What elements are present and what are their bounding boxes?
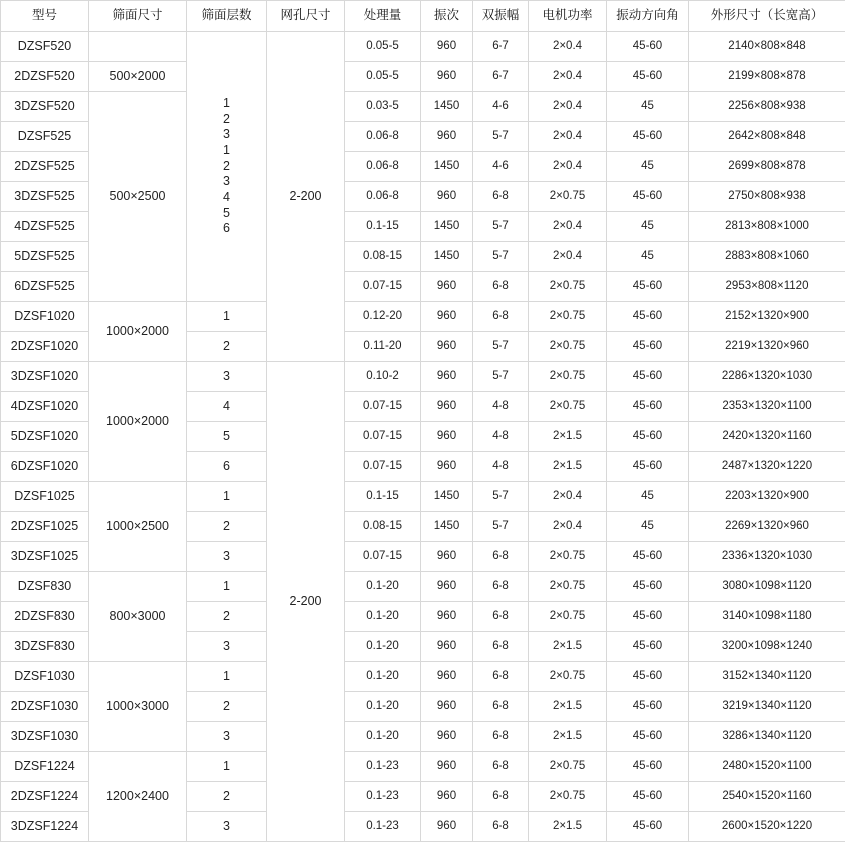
cell-motor-power: 2×0.75 — [529, 752, 607, 782]
cell-dimensions: 2487×1320×1220 — [689, 452, 845, 482]
cell-screen-layers: 3 — [187, 362, 267, 392]
cell-motor-power: 2×1.5 — [529, 452, 607, 482]
cell-screen-layers: 3 — [187, 812, 267, 842]
cell-motor-power: 2×1.5 — [529, 722, 607, 752]
cell-screen-layers: 5 — [187, 422, 267, 452]
cell-capacity: 0.03-5 — [345, 92, 421, 122]
header-frequency: 振次 — [421, 1, 473, 32]
cell-mesh-size: 2-200 — [267, 362, 345, 842]
cell-capacity: 0.08-15 — [345, 242, 421, 272]
cell-motor-power: 2×1.5 — [529, 422, 607, 452]
cell-vibration-angle: 45 — [607, 512, 689, 542]
cell-dimensions: 2269×1320×960 — [689, 512, 845, 542]
table-row — [1, 92, 845, 122]
cell-capacity: 0.07-15 — [345, 392, 421, 422]
cell-dimensions: 2699×808×878 — [689, 152, 845, 182]
cell-motor-power: 2×0.75 — [529, 392, 607, 422]
cell-frequency: 960 — [421, 32, 473, 62]
cell-frequency: 960 — [421, 362, 473, 392]
cell-vibration-angle: 45-60 — [607, 272, 689, 302]
cell-screen-layers: 6 — [187, 452, 267, 482]
cell-capacity: 0.06-8 — [345, 152, 421, 182]
cell-screen-size: 500×2500 — [89, 92, 187, 302]
cell-capacity: 0.07-15 — [345, 542, 421, 572]
cell-capacity: 0.1-20 — [345, 572, 421, 602]
cell-model: DZSF520 — [1, 32, 89, 62]
table-row — [1, 32, 845, 62]
cell-frequency: 960 — [421, 302, 473, 332]
header-double-amplitude: 双振幅 — [473, 1, 529, 32]
cell-frequency: 1450 — [421, 482, 473, 512]
cell-screen-layers: 2 — [187, 332, 267, 362]
cell-frequency: 960 — [421, 122, 473, 152]
cell-screen-layers: 3 — [187, 542, 267, 572]
cell-motor-power: 2×0.4 — [529, 482, 607, 512]
cell-dimensions: 2480×1520×1100 — [689, 752, 845, 782]
cell-model: 3DZSF525 — [1, 182, 89, 212]
cell-model: 2DZSF1025 — [1, 512, 89, 542]
cell-screen-size: 800×3000 — [89, 572, 187, 662]
cell-frequency: 960 — [421, 632, 473, 662]
cell-frequency: 960 — [421, 452, 473, 482]
cell-double-amplitude: 6-7 — [473, 32, 529, 62]
cell-screen-layers: 2 — [187, 512, 267, 542]
cell-double-amplitude: 4-6 — [473, 92, 529, 122]
cell-capacity: 0.1-20 — [345, 602, 421, 632]
cell-model: DZSF525 — [1, 122, 89, 152]
cell-double-amplitude: 6-8 — [473, 272, 529, 302]
cell-capacity: 0.1-15 — [345, 482, 421, 512]
cell-capacity: 0.08-15 — [345, 512, 421, 542]
cell-dimensions: 3152×1340×1120 — [689, 662, 845, 692]
cell-double-amplitude: 4-6 — [473, 152, 529, 182]
cell-double-amplitude: 5-7 — [473, 332, 529, 362]
cell-screen-size: 1000×2000 — [89, 302, 187, 362]
cell-motor-power: 2×0.75 — [529, 662, 607, 692]
cell-screen-size — [89, 32, 187, 62]
cell-dimensions: 2353×1320×1100 — [689, 392, 845, 422]
cell-double-amplitude: 6-8 — [473, 662, 529, 692]
cell-double-amplitude: 6-8 — [473, 692, 529, 722]
cell-capacity: 0.07-15 — [345, 422, 421, 452]
cell-motor-power: 2×0.4 — [529, 212, 607, 242]
cell-double-amplitude: 4-8 — [473, 392, 529, 422]
cell-frequency: 960 — [421, 692, 473, 722]
cell-motor-power: 2×1.5 — [529, 812, 607, 842]
cell-capacity: 0.1-20 — [345, 632, 421, 662]
cell-model: 3DZSF520 — [1, 92, 89, 122]
cell-capacity: 0.07-15 — [345, 272, 421, 302]
cell-frequency: 960 — [421, 542, 473, 572]
table-row — [1, 572, 845, 602]
cell-frequency: 1450 — [421, 92, 473, 122]
header-screen-size: 筛面尺寸 — [89, 1, 187, 32]
cell-model: DZSF1020 — [1, 302, 89, 332]
cell-motor-power: 2×0.75 — [529, 332, 607, 362]
cell-model: 4DZSF1020 — [1, 392, 89, 422]
cell-vibration-angle: 45-60 — [607, 362, 689, 392]
cell-model: 2DZSF1030 — [1, 692, 89, 722]
cell-model: 5DZSF1020 — [1, 422, 89, 452]
cell-vibration-angle: 45 — [607, 212, 689, 242]
cell-motor-power: 2×0.75 — [529, 602, 607, 632]
cell-screen-layers: 1 — [187, 662, 267, 692]
cell-capacity: 0.10-2 — [345, 362, 421, 392]
cell-frequency: 1450 — [421, 242, 473, 272]
cell-screen-layers: 1 2 3 1 2 3 4 5 6 — [187, 32, 267, 302]
cell-double-amplitude: 6-8 — [473, 602, 529, 632]
cell-screen-layers: 1 — [187, 302, 267, 332]
cell-dimensions: 2199×808×878 — [689, 62, 845, 92]
cell-capacity: 0.1-23 — [345, 782, 421, 812]
cell-frequency: 960 — [421, 572, 473, 602]
cell-frequency: 960 — [421, 812, 473, 842]
cell-dimensions: 2813×808×1000 — [689, 212, 845, 242]
cell-vibration-angle: 45-60 — [607, 602, 689, 632]
cell-motor-power: 2×0.4 — [529, 242, 607, 272]
cell-frequency: 1450 — [421, 512, 473, 542]
cell-vibration-angle: 45 — [607, 92, 689, 122]
header-model: 型号 — [1, 1, 89, 32]
cell-dimensions: 3219×1340×1120 — [689, 692, 845, 722]
table-body — [1, 32, 845, 842]
cell-model: 2DZSF1224 — [1, 782, 89, 812]
cell-model: DZSF830 — [1, 572, 89, 602]
cell-vibration-angle: 45-60 — [607, 62, 689, 92]
cell-motor-power: 2×0.75 — [529, 572, 607, 602]
cell-frequency: 960 — [421, 752, 473, 782]
cell-motor-power: 2×0.4 — [529, 512, 607, 542]
cell-vibration-angle: 45-60 — [607, 782, 689, 812]
cell-frequency: 960 — [421, 272, 473, 302]
cell-dimensions: 2953×808×1120 — [689, 272, 845, 302]
header-screen-layers: 筛面层数 — [187, 1, 267, 32]
cell-double-amplitude: 6-8 — [473, 542, 529, 572]
cell-vibration-angle: 45-60 — [607, 752, 689, 782]
cell-motor-power: 2×0.75 — [529, 782, 607, 812]
cell-dimensions: 2203×1320×900 — [689, 482, 845, 512]
cell-capacity: 0.1-20 — [345, 722, 421, 752]
cell-dimensions: 3200×1098×1240 — [689, 632, 845, 662]
cell-motor-power: 2×0.75 — [529, 272, 607, 302]
cell-double-amplitude: 6-8 — [473, 302, 529, 332]
cell-motor-power: 2×0.4 — [529, 32, 607, 62]
cell-dimensions: 2336×1320×1030 — [689, 542, 845, 572]
header-mesh-size: 网孔尺寸 — [267, 1, 345, 32]
cell-dimensions: 2286×1320×1030 — [689, 362, 845, 392]
cell-motor-power: 2×0.75 — [529, 542, 607, 572]
cell-capacity: 0.1-20 — [345, 692, 421, 722]
cell-model: 2DZSF525 — [1, 152, 89, 182]
table-row — [1, 362, 845, 392]
table-row — [1, 752, 845, 782]
cell-screen-size: 1200×2400 — [89, 752, 187, 842]
table-header — [1, 1, 845, 32]
cell-mesh-size: 2-200 — [267, 32, 345, 362]
cell-model: DZSF1030 — [1, 662, 89, 692]
cell-model: 2DZSF1020 — [1, 332, 89, 362]
cell-screen-layers: 2 — [187, 692, 267, 722]
cell-capacity: 0.12-20 — [345, 302, 421, 332]
cell-model: 3DZSF830 — [1, 632, 89, 662]
table-row — [1, 482, 845, 512]
cell-dimensions: 2883×808×1060 — [689, 242, 845, 272]
cell-model: 3DZSF1224 — [1, 812, 89, 842]
cell-vibration-angle: 45-60 — [607, 632, 689, 662]
cell-capacity: 0.1-23 — [345, 752, 421, 782]
cell-motor-power: 2×0.4 — [529, 152, 607, 182]
cell-capacity: 0.11-20 — [345, 332, 421, 362]
cell-double-amplitude: 5-7 — [473, 212, 529, 242]
cell-capacity: 0.06-8 — [345, 182, 421, 212]
cell-model: 3DZSF1025 — [1, 542, 89, 572]
cell-motor-power: 2×0.75 — [529, 362, 607, 392]
cell-vibration-angle: 45-60 — [607, 392, 689, 422]
cell-double-amplitude: 6-8 — [473, 812, 529, 842]
table-row — [1, 302, 845, 332]
cell-dimensions: 2600×1520×1220 — [689, 812, 845, 842]
cell-dimensions: 3140×1098×1180 — [689, 602, 845, 632]
cell-screen-size: 1000×2500 — [89, 482, 187, 572]
cell-vibration-angle: 45-60 — [607, 692, 689, 722]
cell-screen-layers: 1 — [187, 752, 267, 782]
cell-double-amplitude: 5-7 — [473, 242, 529, 272]
cell-vibration-angle: 45-60 — [607, 572, 689, 602]
cell-vibration-angle: 45-60 — [607, 32, 689, 62]
cell-double-amplitude: 6-8 — [473, 572, 529, 602]
cell-screen-layers: 2 — [187, 782, 267, 812]
header-motor-power: 电机功率 — [529, 1, 607, 32]
cell-screen-layers: 1 — [187, 572, 267, 602]
cell-double-amplitude: 6-8 — [473, 632, 529, 662]
cell-capacity: 0.1-23 — [345, 812, 421, 842]
cell-vibration-angle: 45-60 — [607, 302, 689, 332]
cell-motor-power: 2×0.75 — [529, 302, 607, 332]
cell-dimensions: 2219×1320×960 — [689, 332, 845, 362]
cell-motor-power: 2×1.5 — [529, 692, 607, 722]
cell-frequency: 1450 — [421, 152, 473, 182]
cell-frequency: 960 — [421, 422, 473, 452]
cell-dimensions: 2750×808×938 — [689, 182, 845, 212]
cell-vibration-angle: 45 — [607, 482, 689, 512]
cell-double-amplitude: 4-8 — [473, 422, 529, 452]
cell-capacity: 0.05-5 — [345, 62, 421, 92]
cell-double-amplitude: 5-7 — [473, 512, 529, 542]
cell-screen-size: 500×2000 — [89, 62, 187, 92]
cell-model: DZSF1224 — [1, 752, 89, 782]
cell-double-amplitude: 6-8 — [473, 722, 529, 752]
cell-double-amplitude: 6-7 — [473, 62, 529, 92]
cell-motor-power: 2×0.4 — [529, 122, 607, 152]
cell-capacity: 0.07-15 — [345, 452, 421, 482]
cell-dimensions: 2140×808×848 — [689, 32, 845, 62]
cell-capacity: 0.06-8 — [345, 122, 421, 152]
cell-vibration-angle: 45-60 — [607, 662, 689, 692]
cell-motor-power: 2×1.5 — [529, 632, 607, 662]
cell-model: 3DZSF1030 — [1, 722, 89, 752]
cell-model: DZSF1025 — [1, 482, 89, 512]
cell-model: 5DZSF525 — [1, 242, 89, 272]
cell-vibration-angle: 45-60 — [607, 332, 689, 362]
cell-motor-power: 2×0.4 — [529, 62, 607, 92]
cell-capacity: 0.05-5 — [345, 32, 421, 62]
cell-double-amplitude: 5-7 — [473, 122, 529, 152]
cell-frequency: 960 — [421, 392, 473, 422]
cell-double-amplitude: 6-8 — [473, 182, 529, 212]
cell-capacity: 0.1-20 — [345, 662, 421, 692]
cell-model: 4DZSF525 — [1, 212, 89, 242]
cell-screen-layers: 4 — [187, 392, 267, 422]
cell-double-amplitude: 5-7 — [473, 482, 529, 512]
cell-screen-size: 1000×3000 — [89, 662, 187, 752]
cell-screen-size: 1000×2000 — [89, 362, 187, 482]
cell-capacity: 0.1-15 — [345, 212, 421, 242]
cell-frequency: 960 — [421, 602, 473, 632]
cell-dimensions: 2642×808×848 — [689, 122, 845, 152]
cell-screen-layers: 3 — [187, 722, 267, 752]
cell-vibration-angle: 45-60 — [607, 722, 689, 752]
table-row — [1, 62, 845, 92]
cell-double-amplitude: 5-7 — [473, 362, 529, 392]
cell-frequency: 1450 — [421, 212, 473, 242]
cell-dimensions: 2420×1320×1160 — [689, 422, 845, 452]
cell-vibration-angle: 45-60 — [607, 422, 689, 452]
header-vibration-angle: 振动方向角 — [607, 1, 689, 32]
cell-frequency: 960 — [421, 722, 473, 752]
cell-motor-power: 2×0.4 — [529, 92, 607, 122]
cell-vibration-angle: 45-60 — [607, 452, 689, 482]
cell-double-amplitude: 4-8 — [473, 452, 529, 482]
cell-model: 6DZSF1020 — [1, 452, 89, 482]
cell-frequency: 960 — [421, 662, 473, 692]
table-row — [1, 662, 845, 692]
cell-dimensions: 3286×1340×1120 — [689, 722, 845, 752]
cell-dimensions: 3080×1098×1120 — [689, 572, 845, 602]
cell-vibration-angle: 45-60 — [607, 542, 689, 572]
cell-double-amplitude: 6-8 — [473, 782, 529, 812]
cell-dimensions: 2256×808×938 — [689, 92, 845, 122]
cell-frequency: 960 — [421, 782, 473, 812]
cell-model: 2DZSF520 — [1, 62, 89, 92]
cell-vibration-angle: 45-60 — [607, 182, 689, 212]
cell-frequency: 960 — [421, 62, 473, 92]
cell-model: 6DZSF525 — [1, 272, 89, 302]
cell-double-amplitude: 6-8 — [473, 752, 529, 782]
cell-frequency: 960 — [421, 182, 473, 212]
cell-vibration-angle: 45-60 — [607, 122, 689, 152]
cell-model: 3DZSF1020 — [1, 362, 89, 392]
cell-screen-layers: 1 — [187, 482, 267, 512]
cell-screen-layers: 2 — [187, 602, 267, 632]
header-dimensions: 外形尺寸（长宽高） — [689, 1, 845, 32]
cell-model: 2DZSF830 — [1, 602, 89, 632]
cell-dimensions: 2540×1520×1160 — [689, 782, 845, 812]
header-capacity: 处理量 — [345, 1, 421, 32]
cell-frequency: 960 — [421, 332, 473, 362]
header-row — [1, 1, 845, 32]
cell-screen-layers: 3 — [187, 632, 267, 662]
cell-vibration-angle: 45 — [607, 152, 689, 182]
cell-vibration-angle: 45 — [607, 242, 689, 272]
cell-vibration-angle: 45-60 — [607, 812, 689, 842]
cell-motor-power: 2×0.75 — [529, 182, 607, 212]
cell-dimensions: 2152×1320×900 — [689, 302, 845, 332]
